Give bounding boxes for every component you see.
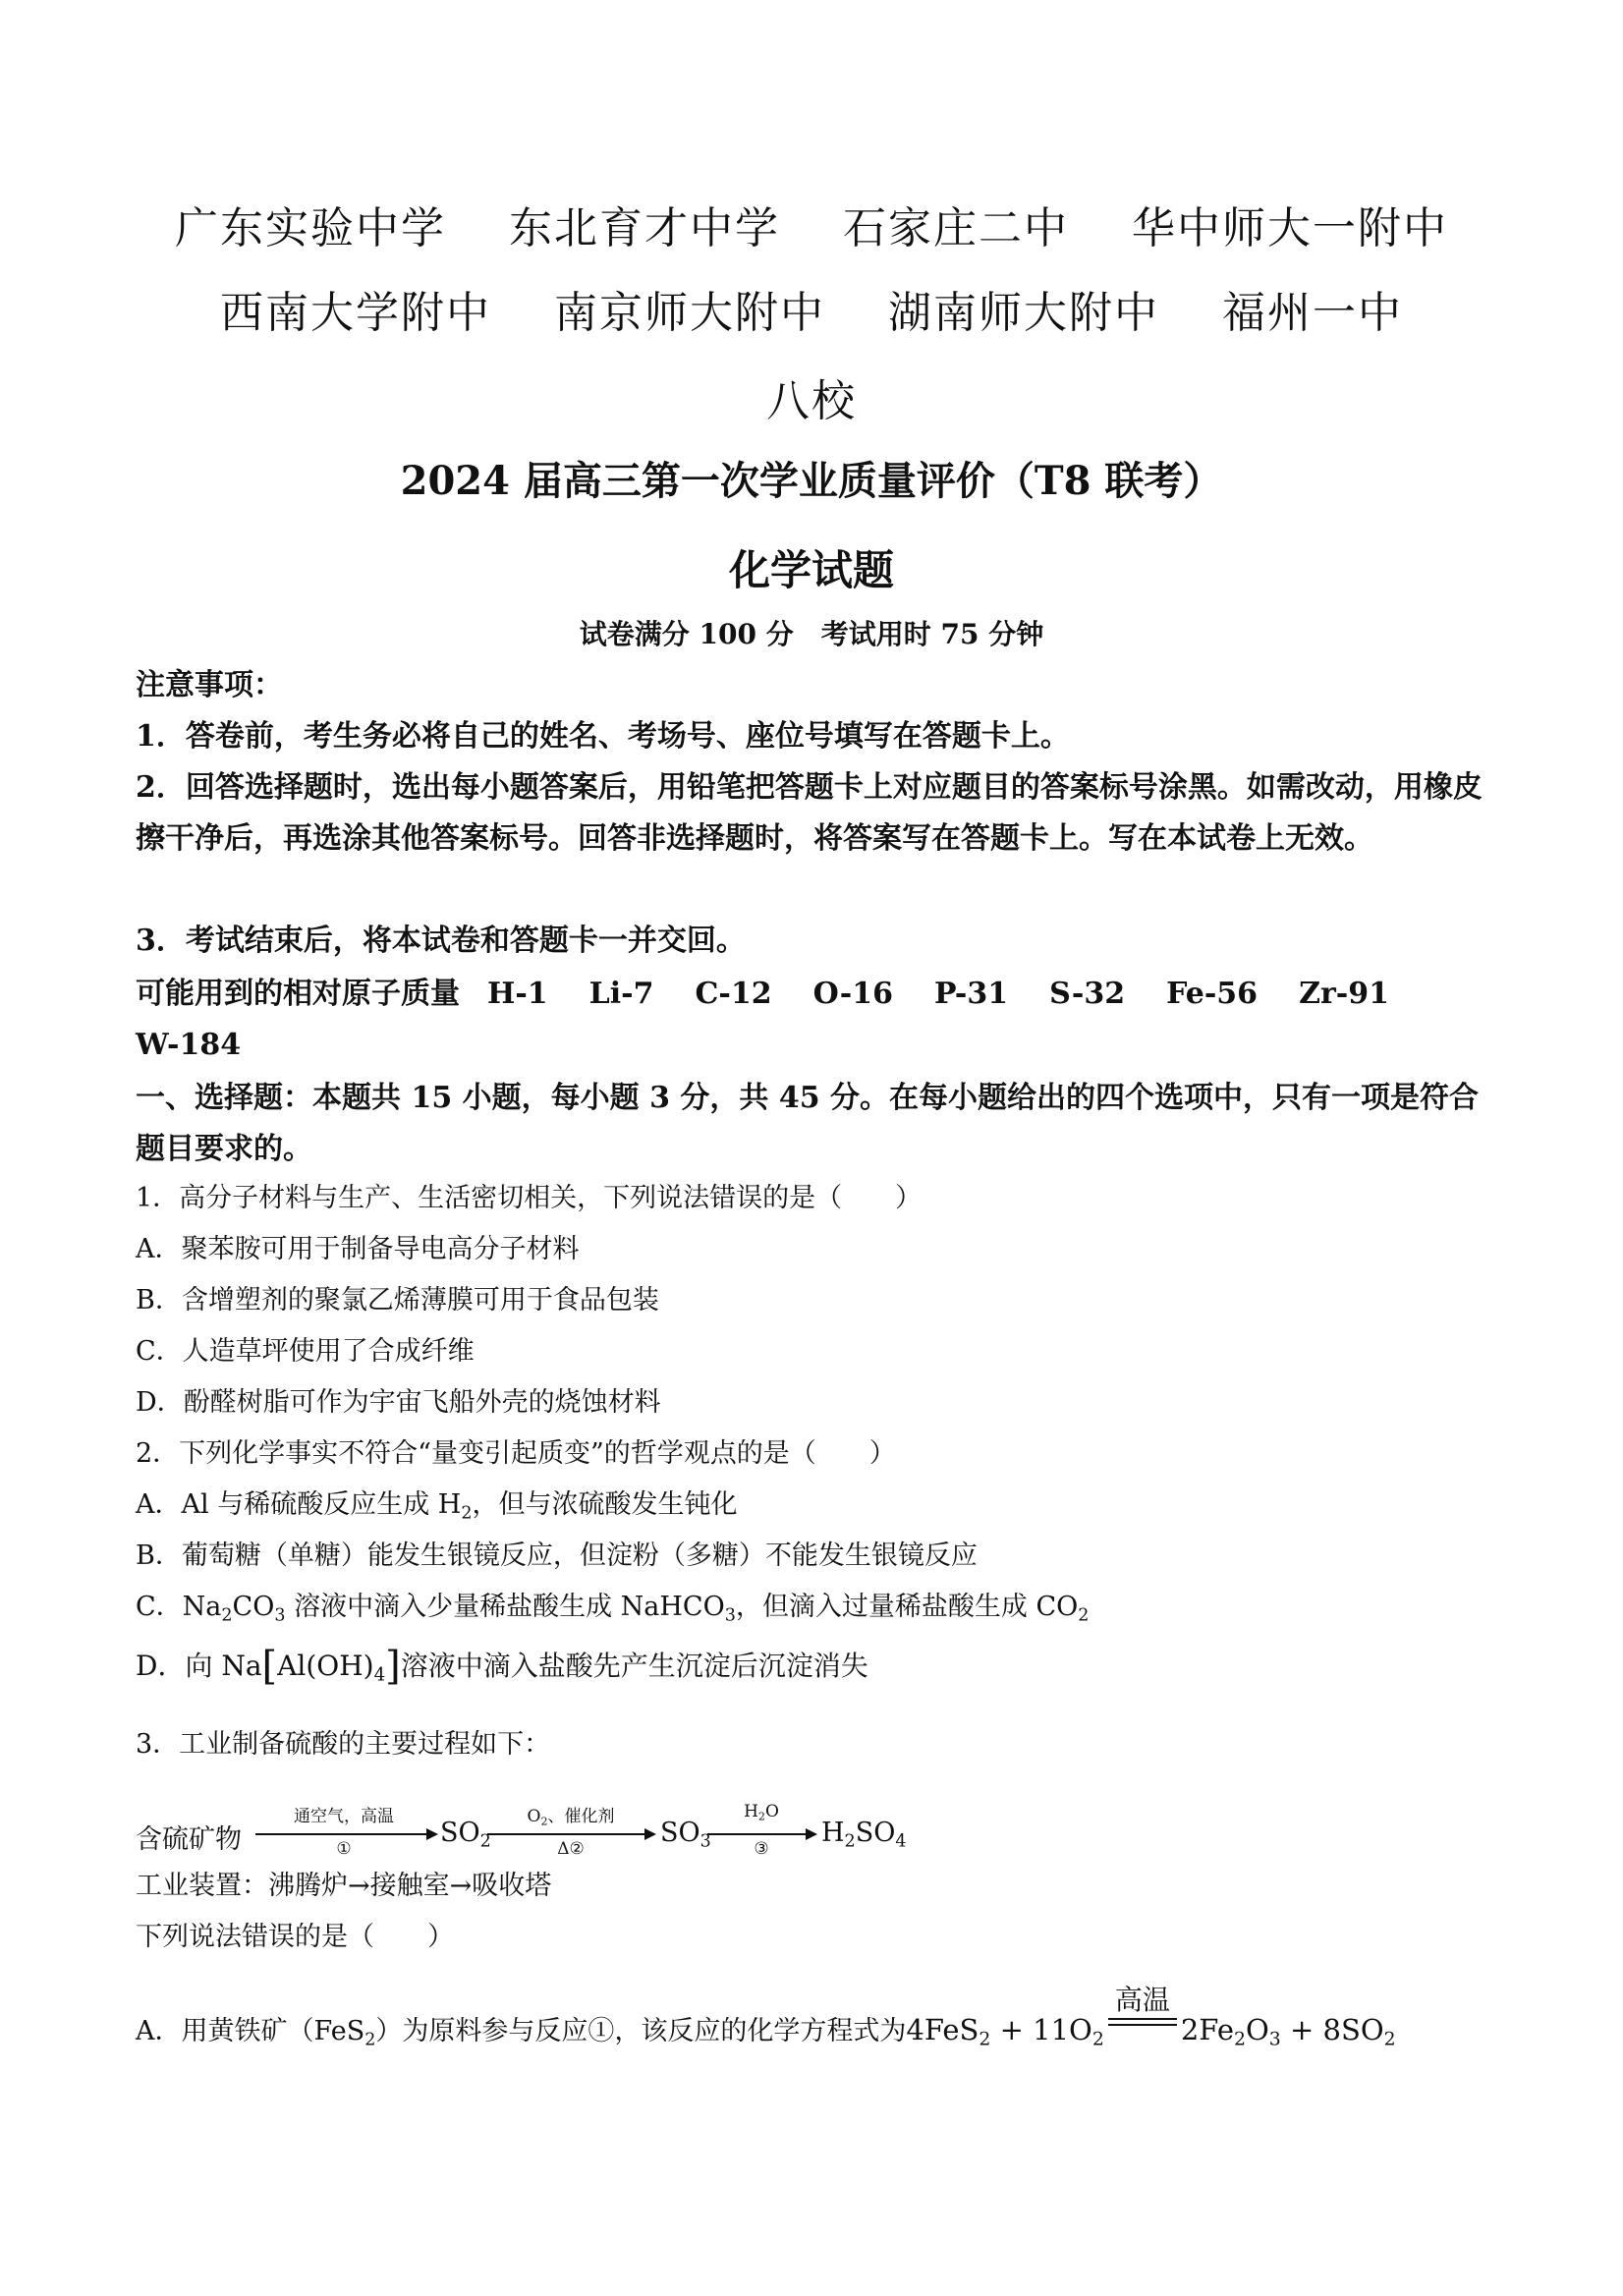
note-item: 3．考试结束后，将本试卷和答题卡一并交回。 bbox=[136, 924, 746, 958]
atomic-mass: H-1 bbox=[487, 977, 548, 1011]
question-3-question: 下列说法错误的是（ ） bbox=[136, 1922, 454, 1952]
atomic-mass: O-16 bbox=[812, 977, 894, 1011]
condition-text: 、催化剂 bbox=[547, 1807, 615, 1826]
school-name: 西南大学附中 bbox=[220, 288, 491, 338]
subscript: 2 bbox=[1383, 2029, 1396, 2050]
note-item: 1．答卷前，考生务必将自己的姓名、考场号、座位号填写在答题卡上。 bbox=[136, 719, 1070, 754]
flow-so2 bbox=[440, 1818, 491, 1851]
flow-step-2-label: Δ② bbox=[557, 1839, 585, 1859]
right-bracket: ] bbox=[385, 1644, 401, 1689]
question-1-stem: 1．高分子材料与生产、生活密切相关，下列说法错误的是（ ） bbox=[136, 1183, 923, 1213]
flow-step-3-condition bbox=[707, 1802, 815, 1822]
exam-info: 试卷满分 100 分 考试用时 75 分钟 bbox=[579, 618, 1044, 650]
atomic-mass: Zr-91 bbox=[1299, 977, 1389, 1011]
equals-line-top bbox=[1108, 2018, 1177, 2020]
note-item: 2．回答选择题时，选出每小题答案后，用铅笔把答题卡上对应题目的答案标号涂黑。如需改动，用橡皮擦干净后，再选涂其他答案标号。回答非选择题时，将答案写在答题卡上。写在本试卷上无效。 bbox=[136, 770, 1483, 856]
flow-step-3-label: ③ bbox=[754, 1839, 769, 1859]
option-text: C．Na bbox=[136, 1592, 222, 1622]
school-name: 广东实验中学 bbox=[175, 203, 446, 253]
flow-step-1-condition: 通空气，高温 bbox=[294, 1807, 394, 1826]
option-text: ，但滴入过量稀盐酸生成 CO bbox=[735, 1592, 1079, 1622]
complex-formula: Al(OH) bbox=[277, 1650, 374, 1682]
question-3-stem: 3．工业制备硫酸的主要过程如下： bbox=[136, 1729, 551, 1760]
formula: 2Fe bbox=[1180, 2013, 1234, 2046]
subscript: 2 bbox=[364, 2030, 376, 2050]
option-text: ）为原料参与反应①，该反应的化学方程式为 bbox=[375, 2016, 907, 2046]
equals-line-bottom bbox=[1108, 2024, 1177, 2026]
question-2-option-a bbox=[136, 1485, 1511, 1533]
subscript: 2 bbox=[844, 1831, 856, 1852]
subscript: 3 bbox=[724, 1605, 736, 1626]
option-text: A．Al 与稀硫酸反应生成 H bbox=[136, 1489, 462, 1520]
subscript: 2 bbox=[479, 1831, 491, 1852]
formula: H bbox=[821, 1818, 845, 1848]
atomic-masses bbox=[136, 969, 1501, 1071]
subscript: 2 bbox=[979, 2029, 991, 2050]
question-1-option-b: B．含增塑剂的聚氯乙烯薄膜可用于食品包装 bbox=[136, 1285, 659, 1316]
formula: SO bbox=[440, 1818, 480, 1848]
subscript: 3 bbox=[1268, 2029, 1281, 2050]
school-name: 南京师大附中 bbox=[554, 288, 825, 338]
question-2-option-c bbox=[136, 1588, 1511, 1635]
subscript: 2 bbox=[1091, 2029, 1104, 2050]
subscript: 3 bbox=[274, 1605, 286, 1626]
option-text: 溶液中滴入盐酸先产生沉淀后沉淀消失 bbox=[400, 1650, 868, 1682]
section-heading: 一、选择题：本题共 15 小题，每小题 3 分，共 45 分。在每小题给出的四个选项中，只有一项是符合题目要求的。 bbox=[136, 1081, 1480, 1166]
option-text: 溶液中滴入少量稀盐酸生成 NaHCO bbox=[285, 1592, 725, 1622]
atomic-mass: Fe-56 bbox=[1166, 977, 1259, 1011]
condition-text: 高温 bbox=[1114, 1984, 1170, 2016]
school-name: 湖南师大附中 bbox=[888, 288, 1159, 338]
subscript: 2 bbox=[1233, 2029, 1246, 2050]
question-2-option-b: B．葡萄糖（单糖）能发生银镜反应，但淀粉（多糖）不能发生银镜反应 bbox=[136, 1540, 978, 1571]
option-text: CO bbox=[232, 1592, 275, 1622]
reaction-condition bbox=[1108, 1984, 1177, 2042]
question-3-option-a bbox=[136, 1984, 1531, 2060]
formula: SO bbox=[855, 1818, 896, 1848]
subscript: 4 bbox=[373, 1664, 386, 1686]
formula: + 11O bbox=[990, 2013, 1092, 2046]
subscript: 2 bbox=[221, 1605, 233, 1626]
question-1-option-c: C．人造草坪使用了合成纤维 bbox=[136, 1336, 475, 1367]
subscript: 4 bbox=[895, 1831, 907, 1852]
subscript: 2 bbox=[757, 1810, 765, 1823]
atomic-masses-label: 可能用到的相对原子质量 bbox=[136, 977, 460, 1011]
school-names-line-2 bbox=[0, 277, 1623, 340]
question-2-option-d bbox=[136, 1644, 1511, 1695]
school-name: 华中师大一附中 bbox=[1132, 203, 1448, 253]
question-1-option-a: A．聚苯胺可用于制备导电高分子材料 bbox=[136, 1234, 580, 1264]
option-text: D．向 Na bbox=[136, 1650, 262, 1682]
formula: O bbox=[764, 1802, 779, 1821]
formula: + 8SO bbox=[1280, 2013, 1384, 2046]
flow-step-2-condition bbox=[487, 1802, 654, 1827]
question-1-option-d: D．酚醛树脂可作为宇宙飞船外壳的烧蚀材料 bbox=[136, 1387, 661, 1418]
flow-step-1-label: ① bbox=[336, 1839, 352, 1859]
school-name: 福州一中 bbox=[1222, 288, 1403, 338]
formula: SO bbox=[660, 1818, 700, 1848]
option-text: A．用黄铁矿（FeS bbox=[136, 2016, 365, 2046]
formula: O bbox=[527, 1807, 541, 1826]
school-names-line-1 bbox=[0, 193, 1623, 255]
subscript: 3 bbox=[700, 1831, 711, 1852]
atomic-mass: P-31 bbox=[934, 977, 1009, 1011]
flow-so3 bbox=[660, 1818, 711, 1851]
left-bracket: [ bbox=[261, 1644, 278, 1689]
flow-h2so4 bbox=[821, 1818, 907, 1851]
sulfuric-acid-flow-diagram bbox=[136, 1798, 1216, 1876]
flow-start: 含硫矿物 bbox=[136, 1824, 242, 1855]
notes-title: 注意事项： bbox=[136, 668, 283, 702]
exam-title: 2024 届高三第一次学业质量评价（T8 联考） bbox=[400, 458, 1223, 504]
atomic-mass: S-32 bbox=[1049, 977, 1126, 1011]
atomic-mass: Li-7 bbox=[588, 977, 654, 1011]
formula: O bbox=[1245, 2013, 1269, 2046]
subscript: 2 bbox=[540, 1815, 548, 1828]
school-name: 东北育才中学 bbox=[509, 203, 780, 253]
school-name: 石家庄二中 bbox=[843, 203, 1069, 253]
question-3-equipment: 工业装置：沸腾炉→接触室→吸收塔 bbox=[136, 1871, 552, 1901]
atomic-mass: C-12 bbox=[695, 977, 772, 1011]
subscript: 2 bbox=[461, 1503, 473, 1524]
subject-title: 化学试题 bbox=[728, 546, 894, 594]
subscript: 2 bbox=[1078, 1605, 1090, 1626]
atomic-mass: W-184 bbox=[136, 1028, 242, 1062]
formula: H bbox=[744, 1802, 758, 1821]
option-text: ，但与浓硫酸发生钝化 bbox=[472, 1489, 738, 1520]
equation bbox=[906, 1984, 1396, 2050]
question-2-stem: 2．下列化学事实不符合“量变引起质变”的哲学观点的是（ ） bbox=[136, 1438, 896, 1469]
formula: 4FeS bbox=[906, 2013, 979, 2046]
school-count: 八校 bbox=[766, 376, 857, 426]
